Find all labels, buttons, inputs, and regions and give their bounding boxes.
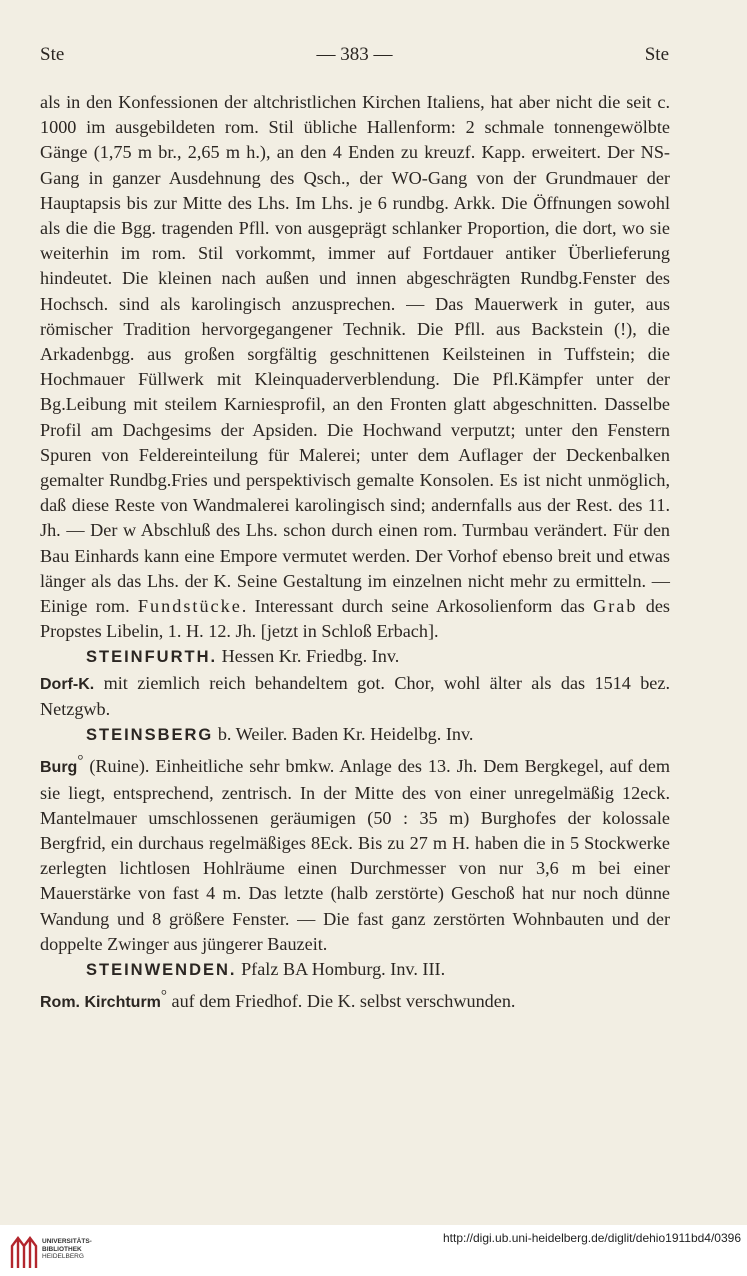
paragraph-text-2: . Interessant durch seine Arkosolienform das — [241, 596, 585, 617]
entry-location-steinwenden: Pfalz BA Homburg. Inv. III. — [241, 958, 446, 979]
degree-marker: ° — [77, 752, 84, 770]
library-name-line3: HEIDELBERG — [42, 1253, 84, 1260]
header-left-keyword: Ste — [40, 44, 65, 65]
spaced-term-fundstuecke: Fundstücke — [137, 596, 242, 617]
running-header — [40, 44, 669, 70]
entry-text-steinsberg — [40, 748, 670, 957]
entry-lead-dorf-k: Dorf-K. — [40, 675, 95, 693]
paragraph-text: als in den Konfessionen der altchristlichen Kirchen Italiens, hat aber nicht die seit c. 1000 im ausgebildeten rom. Stil übliche Hallenform: 2 schmale tonnengewölbte Gänge (1,75 m br., 2,65 m h.), an den 4 Enden zu kreuzf. Kapp. erweitert. Der NS-Gang in ganzer Ausdehnung des Qsch., der WO-Gang von der Grundmauer der Hauptapsis bis zur Mitte des Lhs. Im Lhs. je 6 rundbg. Arkk. Die Öffnungen sowohl als die die Bgg. tragenden Pfll. von ausgeprägt schlanker Proportion, die dort, wo sie weiterhin im rom. Stil vorkommt, immer auf Fortdauer antiker Überlieferung hindeutet. Die kleinen nach außen und innen abgeschrägten Rundbg.Fenster des Hochsch. sind als karolingisch anzusprechen. — Das Mauerwerk in guter, aus römischer Tradition hervorgegangener Technik. Die Pfll. aus Backstein (!), die Arkadenbgg. aus großen sorgfältig geschnittenen Keilsteinen in Tuffstein; die Hochmauer Füllwerk mit Kleinquaderverblendung. Die Pfl.Kämpfer unter der Bg.Leibung mit steilem Karniesprofil, an den Fronten glatt abgeschnitten. Dasselbe Profil am Dachgesims der Apsiden. Die Hochwand verputzt; unter den Fenstern Spuren von Feldereinteilung für Malerei; unter dem Auflager der Deckenbalken gemalter Rundbg.Fries und perspektivisch gemalte Konsolen. Es ist nicht unmöglich, daß diese Reste von Wandmalerei karolingisch sind; andernfalls aus der Rest. des 11. Jh. — Der w Abschluß des Lhs. schon durch einen rom. Turmbau verändert. Für den Bau Einhards kann eine Empore vermutet werden. Der Vorhof ebenso breit und etwas länger als das Lhs. der K. Seine Gestaltung im einzelnen nicht mehr zu ermitteln. — Einige rom. — [40, 92, 670, 617]
entry-location-steinsberg: b. Weiler. Baden Kr. Heidelbg. Inv. — [217, 724, 474, 745]
spaced-term-grab: Grab — [593, 596, 638, 617]
header-right-keyword: Ste — [644, 44, 669, 65]
library-name — [42, 1238, 92, 1261]
page-number: — 383 — — [316, 44, 393, 65]
entry-body-steinfurth: mit ziemlich reich behandeltem got. Chor, wohl älter als das 1514 bez. Netzgwb. — [40, 672, 670, 719]
entry-heading-steinwenden — [40, 957, 670, 983]
permalink-url[interactable]: http://digi.ub.uni-heidelberg.de/diglit/dehio1911bd4/0396 — [442, 1231, 741, 1245]
entry-heading-steinfurth — [40, 644, 670, 670]
library-name-line1: UNIVERSITÄTS- — [42, 1238, 92, 1245]
entry-location-steinfurth: Hessen Kr. Friedbg. Inv. — [221, 646, 400, 667]
paragraph-text-3: des Propstes Libelin, 1. H. 12. Jh. [jetzt in Schloß Erbach]. — [40, 596, 670, 642]
entry-title-steinsberg: STEINSBERG — [86, 726, 214, 745]
entry-text-steinfurth — [40, 671, 670, 722]
entry-title-steinfurth: STEINFURTH. — [86, 648, 218, 667]
library-logo-icon — [8, 1232, 40, 1272]
paragraph-continuation — [40, 90, 670, 644]
entry-lead-kirchturm: Rom. Kirchturm — [40, 994, 161, 1012]
entry-body-steinwenden: auf dem Friedhof. Die K. selbst verschwunden. — [171, 991, 516, 1012]
entry-lead-burg: Burg — [40, 759, 78, 777]
library-name-line2: BIBLIOTHEK — [42, 1245, 82, 1253]
entry-body-steinsberg: (Ruine). Einheitliche sehr bmkw. Anlage des 13. Jh. Dem Bergkegel, auf dem sie liegt, entsprechend, zentrisch. In der Mitte des von einer unregelmäßig 12eck. Mantelmauer umschlossenen geräumigen (50 : 35 m) Burghofes der kolossale Bergfrid, ein durchaus regelmäßiges 8Eck. Bis zu 27 m H. haben die in 5 Stockwerke zerlegten lichtlosen Hohlräume einen Durchmesser von nur 3,6 m bei einer Mauerstärke von fast 4 m. Das letzte (halb zerstörte) Geschoß hat nur noch dünne Wandung und 8 größere Fenster. — Die fast ganz zerstörten Wohnbauten und der doppelte Zwinger aus jüngerer Bauzeit. — [40, 756, 670, 954]
entry-heading-steinsberg — [40, 722, 670, 748]
entry-text-steinwenden — [40, 983, 670, 1015]
page-body — [40, 90, 670, 1015]
entry-title-steinwenden: STEINWENDEN. — [86, 960, 237, 979]
degree-marker-2: ° — [160, 987, 167, 1005]
